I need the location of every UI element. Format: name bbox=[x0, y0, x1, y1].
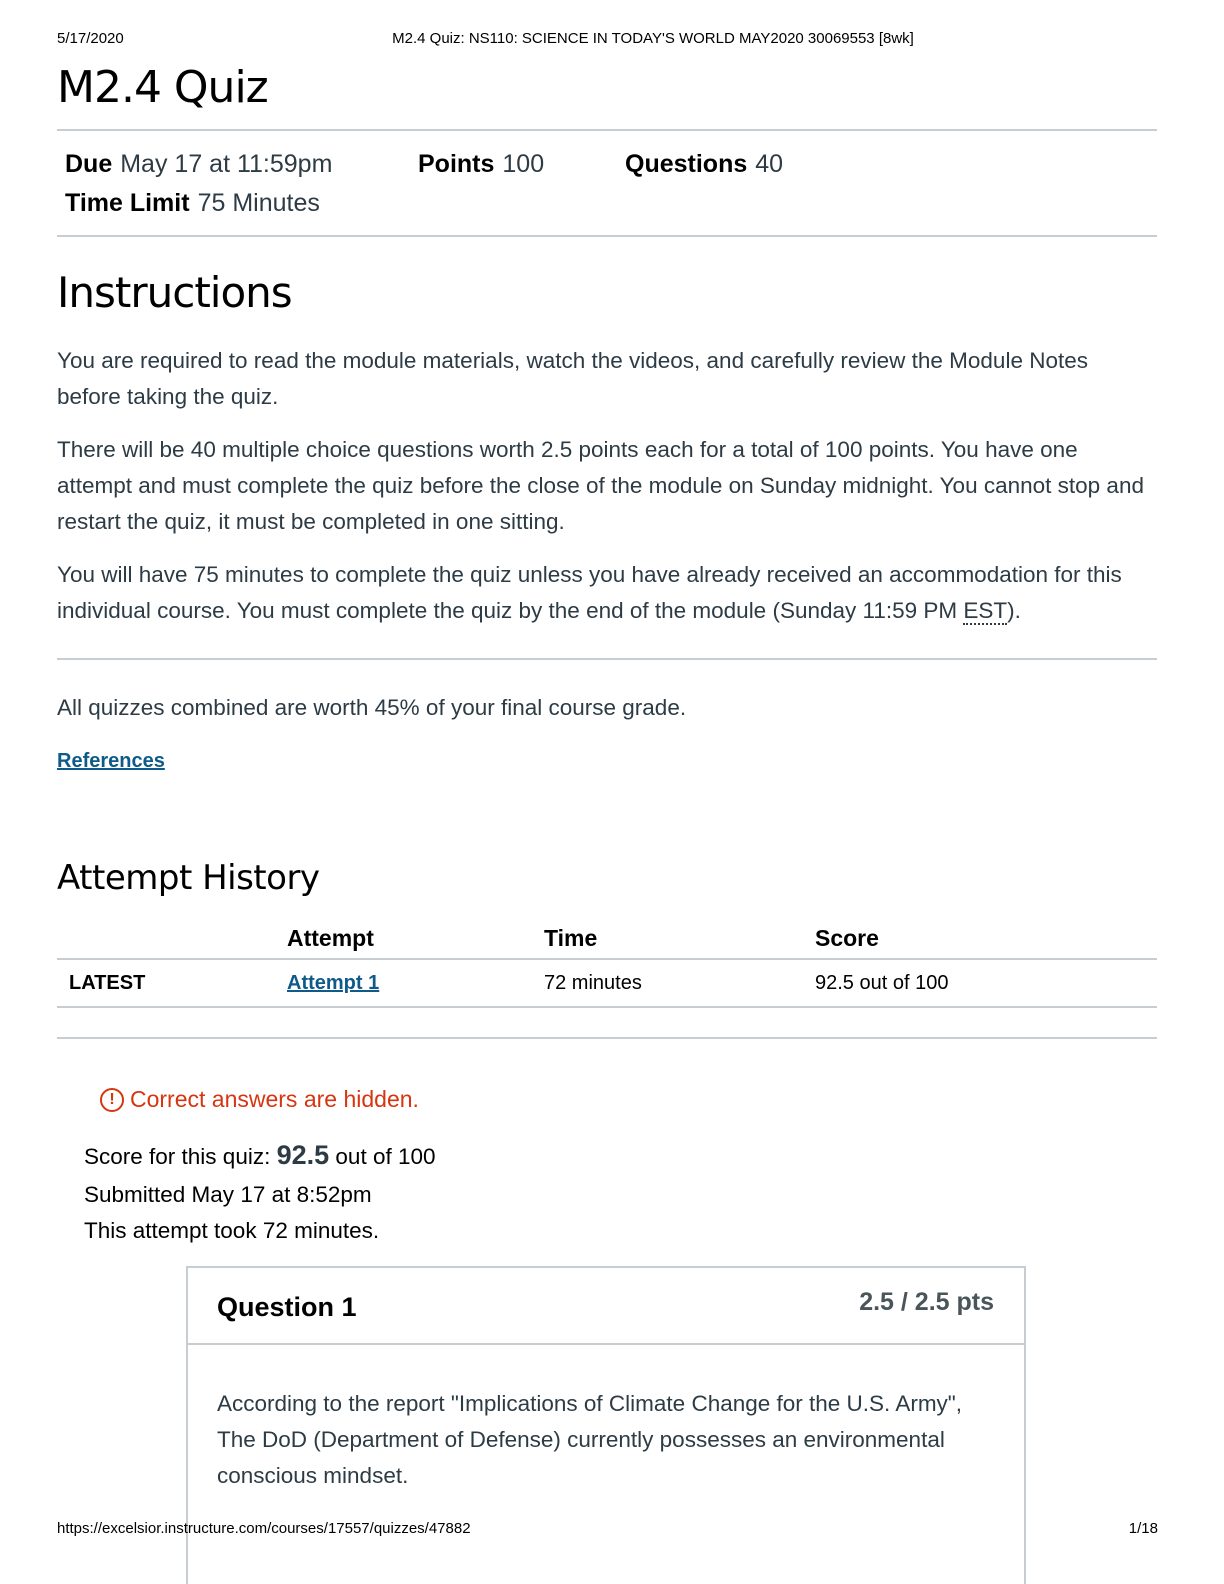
table-row bbox=[57, 959, 1157, 1007]
print-page-number: 1/18 bbox=[1128, 1520, 1158, 1537]
notice-text: Correct answers are hidden. bbox=[130, 1086, 419, 1112]
time-limit-label: Time Limit bbox=[65, 189, 190, 217]
quiz-points bbox=[418, 150, 544, 179]
submitted-time: Submitted May 17 at 8:52pm bbox=[84, 1182, 372, 1207]
due-label: Due bbox=[65, 150, 113, 178]
est-abbreviation: EST bbox=[963, 598, 1008, 623]
divider bbox=[57, 1037, 1157, 1039]
attempt-history-heading: Attempt History bbox=[57, 858, 320, 898]
instructions-paragraph-2: There will be 40 multiple choice questions worth 2.5 points each for a total of 100 points. You have one attempt and must complete the quiz before the close of the module on Sunday midnight. You cannot stop and restart the quiz, it must be completed in one sitting. bbox=[57, 437, 1144, 534]
quiz-questions bbox=[625, 150, 783, 179]
column-header-attempt: Attempt bbox=[287, 918, 544, 959]
time-cell: 72 minutes bbox=[544, 959, 815, 1007]
column-header-score: Score bbox=[815, 918, 1157, 959]
question-name: Question 1 bbox=[217, 1292, 357, 1322]
points-label: Points bbox=[418, 150, 495, 178]
references-link[interactable]: References bbox=[57, 750, 165, 772]
print-title: M2.4 Quiz: NS110: SCIENCE IN TODAY'S WORLD MAY2020 30069553 [8wk] bbox=[392, 30, 914, 47]
divider bbox=[57, 129, 1157, 131]
question-header bbox=[188, 1268, 1024, 1345]
score-suffix: out of 100 bbox=[335, 1144, 436, 1169]
points-value: 100 bbox=[502, 150, 545, 178]
instructions-paragraph-3 bbox=[57, 557, 1157, 629]
due-value: May 17 at 11:59pm bbox=[120, 150, 333, 178]
score-cell: 92.5 out of 100 bbox=[815, 959, 1157, 1007]
questions-label: Questions bbox=[625, 150, 748, 178]
question-text: According to the report "Implications of Climate Change for the U.S. Army", The DoD (Department of Defense) currently possesses an environmental conscious mindset. bbox=[217, 1391, 963, 1488]
grade-weight-note: All quizzes combined are worth 45% of your final course grade. bbox=[57, 695, 687, 720]
page-title: M2.4 Quiz bbox=[57, 62, 268, 113]
quiz-time-limit bbox=[65, 189, 320, 218]
questions-value: 40 bbox=[755, 150, 784, 178]
attempt-1-link[interactable]: Attempt 1 bbox=[287, 971, 380, 994]
attempt-cell bbox=[287, 959, 544, 1007]
attempt-duration: This attempt took 72 minutes. bbox=[84, 1218, 380, 1243]
instructions-heading: Instructions bbox=[57, 268, 292, 317]
exclamation-circle-icon: ! bbox=[100, 1088, 124, 1112]
column-header-blank bbox=[57, 918, 287, 959]
column-header-time: Time bbox=[544, 918, 815, 959]
quiz-due bbox=[65, 150, 332, 179]
divider bbox=[57, 235, 1157, 237]
score-value: 92.5 bbox=[276, 1140, 330, 1170]
latest-tag: LATEST bbox=[57, 959, 287, 1007]
table-header-row bbox=[57, 918, 1157, 959]
paragraph-3-end: ). bbox=[1007, 598, 1021, 623]
divider bbox=[57, 658, 1157, 660]
instructions-paragraph-1: You are required to read the module materials, watch the videos, and carefully review the Module Notes before taking the quiz. bbox=[57, 348, 1088, 409]
attempt-history-table bbox=[57, 918, 1157, 1008]
quiz-score bbox=[84, 1140, 436, 1171]
time-limit-value: 75 Minutes bbox=[197, 189, 320, 217]
print-date: 5/17/2020 bbox=[57, 30, 124, 47]
print-url: https://excelsior.instructure.com/courses/17557/quizzes/47882 bbox=[57, 1520, 471, 1537]
correct-answers-hidden-notice bbox=[100, 1086, 419, 1113]
question-points: 2.5 / 2.5 pts bbox=[859, 1288, 994, 1316]
paragraph-3-text: You will have 75 minutes to complete the quiz unless you have already received an accommodation for this individual course. You must complete the quiz by the end of the module (Sunday 11:59 PM bbox=[57, 562, 1122, 623]
score-prefix: Score for this quiz: bbox=[84, 1144, 271, 1169]
